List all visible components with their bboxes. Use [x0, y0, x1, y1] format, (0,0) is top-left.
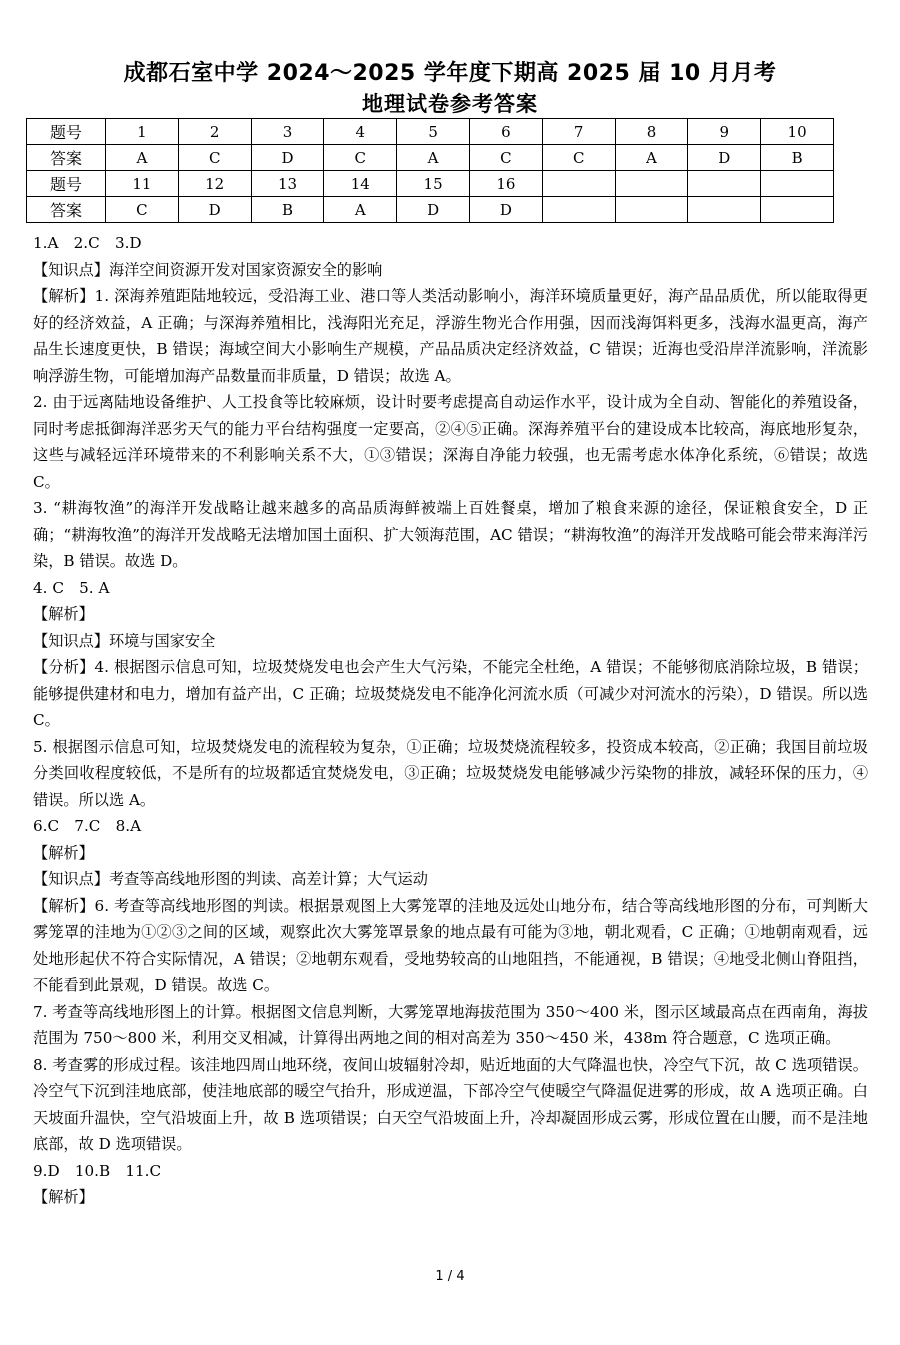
table-cell: A [106, 145, 179, 171]
table-cell [615, 197, 688, 223]
table-cell: 13 [251, 171, 324, 197]
table-cell: 4 [324, 119, 397, 145]
table-cell: 11 [106, 171, 179, 197]
answer-table [26, 118, 834, 223]
paragraph: 1.A 2.C 3.D [33, 234, 142, 252]
table-cell [542, 171, 615, 197]
table-cell: C [469, 145, 542, 171]
table-row-header: 答案 [27, 145, 106, 171]
paragraph: 【解析】 [33, 605, 94, 623]
paragraph: 【解析】 [33, 843, 94, 862]
table-cell: C [178, 145, 251, 171]
paragraph: 【解析】 [33, 1188, 94, 1206]
paragraph: 4. C 5. A [33, 578, 110, 597]
table-cell: D [251, 145, 324, 171]
paragraph: 3. “耕海牧渔”的海洋开发战略让越来越多的高品质海鲜被端上百姓餐桌，增加了粮食来源的途径，保证粮食安全，D 正确；“耕海牧渔”的海洋开发战略无法增加国土面积、扩大领海范围，AC 错误；“耕海牧渔”的海洋开发战略可能会带来海洋污染，B 错误。故选 D。 [33, 499, 868, 570]
paragraph: 【知识点】考查等高线地形图的判读、高差计算；大气运动 [33, 870, 428, 888]
table-cell: 10 [761, 119, 834, 145]
table-row-header: 答案 [27, 197, 106, 223]
paragraph: 6.C 7.C 8.A [33, 817, 142, 835]
table-cell: B [251, 197, 324, 223]
table-cell: 15 [397, 171, 470, 197]
table-cell: 1 [106, 119, 179, 145]
table-row-header: 题号 [27, 171, 106, 197]
table-cell: 5 [397, 119, 470, 145]
table-cell: D [178, 197, 251, 223]
table-cell: C [324, 145, 397, 171]
table-cell: A [615, 145, 688, 171]
table-cell [761, 171, 834, 197]
table-cell: 2 [178, 119, 251, 145]
table-cell: 9 [688, 119, 761, 145]
table-row [27, 119, 834, 145]
answer-explanations [33, 230, 868, 1211]
table-cell [615, 171, 688, 197]
table-row [27, 145, 834, 171]
page-number: 1 / 4 [435, 1269, 465, 1284]
table-cell: 8 [615, 119, 688, 145]
paragraph: 2. 由于远离陆地设备维护、人工投食等比较麻烦，设计时要考虑提高自动运作水平，设计成为全自动、智能化的养殖设备，同时考虑抵御海洋恶劣天气的能力平台结构强度一定要高，②④⑤正确。深海养殖平台的建设成本比较高，海底地形复杂，这些与减轻远洋环境带来的不利影响关系不大，①③错误；深海自净能力较强，也无需考虑水体净化系统，⑥错误；故选 C。 [33, 393, 868, 491]
table-cell: 12 [178, 171, 251, 197]
paragraph: 7. 考查等高线地形图上的计算。根据图文信息判断，大雾笼罩地海拔范围为 350～400 米，图示区域最高点在西南角，海拔范围为 750～800 米，利用交叉相减，计算得出两地之间的相对高差为 350～450 米，438m 符合题意，C 选项正确。 [33, 1002, 868, 1047]
table-row [27, 171, 834, 197]
table-cell: 14 [324, 171, 397, 197]
table-cell [761, 197, 834, 223]
table-cell: D [397, 197, 470, 223]
table-cell: 7 [542, 119, 615, 145]
table-cell [688, 197, 761, 223]
table-cell: 3 [251, 119, 324, 145]
table-cell [542, 197, 615, 223]
paragraph: 【解析】1. 深海养殖距陆地较远，受沿海工业、港口等人类活动影响小，海洋环境质量更好，海产品品质优，所以能取得更好的经济效益，A 正确；与深海养殖相比，浅海阳光充足，浮游生物光合作用强，因而浅海饵料更多，浅海水温更高，海产品生长速度更快，B 错误；海域空间大小影响生产规模，产品品质决定经济效益，C 错误；近海也受沿岸洋流影响，洋流影响浮游生物，可能增加海产品数量而非质量，D 错误；故选 A。 [33, 287, 868, 385]
page-title: 成都石室中学 2024～2025 学年度下期高 2025 届 10 月月考 [123, 61, 777, 86]
paragraph: 【分析】4. 根据图示信息可知，垃圾焚烧发电也会产生大气污染，不能完全杜绝，A 错误；不能够彻底消除垃圾，B 错误；能够提供建材和电力，增加有益产出，C 正确；垃圾焚烧发电不能净化河流水质（可减少对河流水的污染），D 错误。所以选 C。 [33, 658, 868, 729]
table-cell: 6 [469, 119, 542, 145]
paragraph: 【知识点】海洋空间资源开发对国家资源安全的影响 [33, 260, 383, 279]
table-row [27, 197, 834, 223]
paragraph: 【知识点】环境与国家安全 [33, 631, 216, 650]
table-cell: 16 [469, 171, 542, 197]
table-row-header: 题号 [27, 119, 106, 145]
page-subtitle: 地理试卷参考答案 [362, 92, 538, 116]
paragraph: 5. 根据图示信息可知，垃圾焚烧发电的流程较为复杂，①正确；垃圾焚烧流程较多，投资成本较高，②正确；我国目前垃圾分类回收程度较低，不是所有的垃圾都适宜焚烧发电，③正确；垃圾焚烧发电能够减少污染物的排放，减轻环保的压力，④错误。所以选 A。 [33, 737, 868, 809]
paragraph: 【解析】6. 考查等高线地形图的判读。根据景观图上大雾笼罩的洼地及远处山地分布，结合等高线地形图的分布，可判断大雾笼罩的洼地为①②③之间的区域，观察此次大雾笼罩景象的地点最有可能为③地，朝北观看，C 正确；①地朝南观看，远处地形起伏不符合实际情况，A 错误；②地朝东观看，受地势较高的山地阻挡，不能通视，B 错误；④地受北侧山脊阻挡，不能看到此景观，D 错误。故选 C。 [33, 896, 868, 994]
table-cell: D [688, 145, 761, 171]
table-cell: B [761, 145, 834, 171]
table-cell: D [469, 197, 542, 223]
paragraph: 9.D 10.B 11.C [33, 1161, 162, 1180]
table-cell: A [324, 197, 397, 223]
table-cell: C [106, 197, 179, 223]
paragraph: 8. 考查雾的形成过程。该洼地四周山地环绕，夜间山坡辐射冷却，贴近地面的大气降温也快，冷空气下沉，故 C 选项错误。冷空气下沉到洼地底部，使洼地底部的暖空气抬升，形成逆温，下部冷空气使暖空气降温促进雾的形成，故 A 选项正确。白天坡面升温快，空气沿坡面上升，故 B 选项错误；白天空气沿坡面上升，冷却凝固形成云雾，形成位置在山腰，而不是洼地底部，故 D 选项错误。 [33, 1055, 868, 1153]
table-cell: C [542, 145, 615, 171]
table-cell [688, 171, 761, 197]
table-cell: A [397, 145, 470, 171]
